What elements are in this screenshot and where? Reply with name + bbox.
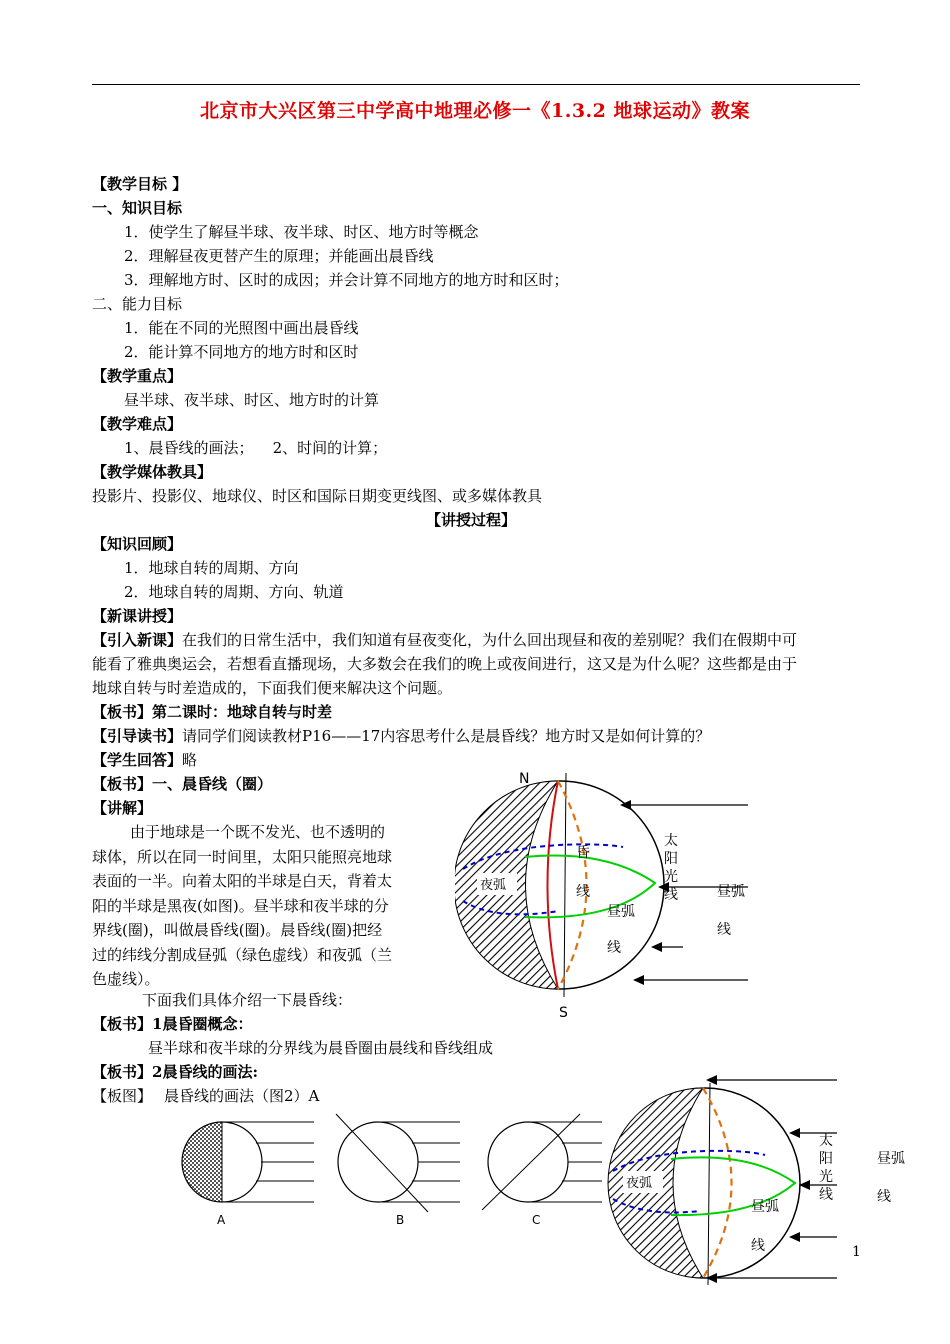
knowledge-goal-header: 一、知识目标 <box>92 199 183 217</box>
concept-text: 昼半球和夜半球的分界线为晨昏圈由晨线和昏线组成 <box>148 1039 494 1057</box>
intro-line: 在我们的日常生活中，我们知道有昼夜变化，为什么回出现昼和夜的差别呢？我们在假期中可 <box>182 631 798 649</box>
board-tag: 【板书】 <box>92 703 153 721</box>
board-fig-tag: 【板图】 <box>92 1087 153 1105</box>
board-fig-line <box>92 1084 319 1108</box>
intro-line: 地球自转与时差造成的，下面我们便来解决这个问题。 <box>92 679 453 697</box>
figure-label: A <box>217 1213 226 1227</box>
sun-ray-label: 线 <box>819 1187 833 1203</box>
media-header: 【教学媒体教具】 <box>92 463 213 481</box>
explain-line: 界线(圈)，叫做晨昏线(圈)。晨昏线(圈)把经 <box>92 921 383 939</box>
explain-paragraph <box>92 820 432 992</box>
list-item: 2．地球自转的周期、方向、轨道 <box>124 583 344 601</box>
goals-header: 【教学目标 】 <box>92 175 188 193</box>
intro-paragraph-line <box>92 628 797 652</box>
dusk-line-label: 线 <box>576 884 590 900</box>
night-half <box>182 1122 222 1202</box>
arrow-icon <box>789 1232 800 1242</box>
sun-ray-label: 光 <box>664 869 678 885</box>
sun-ray-label: 光 <box>819 1169 833 1185</box>
globe-outline <box>338 1122 418 1202</box>
list-item: 1．使学生了解昼半球、夜半球、时区、地方时等概念 <box>124 223 479 241</box>
list-item: 2．能计算不同地方的地方时和区时 <box>124 343 359 361</box>
board-line <box>92 1012 252 1036</box>
explain-line: 球体，所以在同一时间里，太阳只能照亮地球 <box>92 847 393 866</box>
guide-tag: 【引导读书】 <box>92 727 183 745</box>
explain-line: 阳的半球是黑夜(如图)。昼半球和夜半球的分 <box>92 896 389 915</box>
intro-line: 能看了雅典奥运会，若想看直播现场，大多数会在我们的晚上或夜间进行，这又是为什么呢？这些都是由于 <box>92 655 798 673</box>
terminator-globe-figure <box>455 765 775 1025</box>
media-text: 投影片、投影仪、地球仪、时区和国际日期变更线图、或多媒体教具 <box>92 487 543 505</box>
difficulties-header: 【教学难点】 <box>92 415 183 433</box>
sun-ray-label: 太 <box>664 833 678 849</box>
arrow-icon <box>789 1128 800 1138</box>
day-arc-label: 昼弧 <box>607 904 635 920</box>
process-header: 【讲授过程】 <box>426 511 517 529</box>
day-arc-label: 线 <box>751 1238 765 1254</box>
explain-header: 【讲解】 <box>92 799 153 817</box>
guide-text: 请同学们阅读教材P16——17内容思考什么是晨昏线？地方时又是如何计算的？ <box>182 727 711 745</box>
sun-ray-label: 线 <box>664 887 678 903</box>
side-label: 昼弧 <box>717 884 745 900</box>
board-text: 1晨昏圈概念： <box>152 1015 253 1033</box>
board-tag: 【板书】 <box>92 1063 153 1081</box>
answer-tag: 【学生回答】 <box>92 751 183 769</box>
list-item: 3．理解地方时、区时的成因；并会计算不同地方的地方时和区时； <box>124 271 569 289</box>
arrow-icon <box>633 975 644 985</box>
intro-tag: 【引入新课】 <box>92 631 183 649</box>
sun-ray-label: 阳 <box>819 1151 833 1167</box>
figure-a <box>182 1122 314 1202</box>
list-item: 1．能在不同的光照图中画出晨昏线 <box>124 319 359 337</box>
figure-b <box>336 1114 460 1212</box>
page-number: 1 <box>852 1244 861 1260</box>
terminator-line <box>336 1114 428 1212</box>
dusk-line-label: 昏 <box>576 845 590 861</box>
terminator-drawing-figures <box>170 1108 610 1233</box>
header-rule <box>92 84 860 85</box>
south-label: S <box>559 1005 568 1021</box>
sun-ray-label: 阳 <box>664 851 678 867</box>
board-tag: 【板书】 <box>92 775 153 793</box>
explain-line: 表面的一半。向着太阳的半球是白天，背着太 <box>92 872 393 890</box>
arrow-icon <box>651 942 662 952</box>
figure-label: C <box>532 1213 541 1227</box>
guide-line <box>92 724 710 748</box>
globe-outline <box>488 1122 568 1202</box>
board-text: 一、晨昏线（圈） <box>152 775 273 793</box>
side-label: 昼弧 <box>877 1151 905 1167</box>
board-text: 2晨昏线的画法: <box>152 1063 258 1081</box>
night-arc-label: 夜弧 <box>480 878 507 893</box>
ability-goal-header: 二、能力目标 <box>92 295 183 313</box>
board-line <box>92 772 272 796</box>
figure-c <box>482 1114 602 1210</box>
difficulties-text: 1、晨昏线的画法； 2、时间的计算； <box>124 439 388 457</box>
intro-terminator: 下面我们具体介绍一下晨昏线： <box>142 991 353 1009</box>
day-arc-label: 昼弧 <box>751 1199 779 1215</box>
side-label: 线 <box>717 922 731 938</box>
review-header: 【知识回顾】 <box>92 535 183 553</box>
board-line <box>92 1060 258 1084</box>
night-arc-label: 夜弧 <box>626 1176 653 1191</box>
board-line <box>92 700 332 724</box>
document-title: 北京市大兴区第三中学高中地理必修一《1.3.2 地球运动》教案 <box>199 100 750 122</box>
answer-text: 略 <box>182 751 198 769</box>
board-tag: 【板书】 <box>92 1015 153 1033</box>
key-points-text: 昼半球、夜半球、时区、地方时的计算 <box>124 391 380 409</box>
key-points-header: 【教学重点】 <box>92 367 183 385</box>
answer-line <box>92 748 197 772</box>
side-label: 线 <box>877 1189 891 1205</box>
list-item: 2．理解昼夜更替产生的原理；并能画出晨昏线 <box>124 247 434 265</box>
explain-line: 由于地球是一个既不发光、也不透明的 <box>130 823 386 841</box>
north-label: N <box>519 771 530 787</box>
figure-label: B <box>396 1213 405 1227</box>
list-item: 1．地球自转的周期、方向 <box>124 559 299 577</box>
sun-ray-label: 太 <box>819 1133 833 1149</box>
explain-line: 过的纬线分割成昼弧（绿色虚线）和夜弧（兰 <box>92 945 393 964</box>
day-arc-label: 线 <box>607 940 621 956</box>
explain-line: 色虚线）。 <box>92 970 160 988</box>
arrow-icon <box>706 1075 717 1085</box>
terminator-line <box>482 1114 580 1210</box>
terminator-globe-figure-2 <box>605 1075 935 1344</box>
board-text: 第二课时：地球自转与时差 <box>152 703 333 721</box>
new-lesson-header: 【新课讲授】 <box>92 607 183 625</box>
board-fig-text: 晨昏线的画法（图2）A <box>164 1087 320 1105</box>
